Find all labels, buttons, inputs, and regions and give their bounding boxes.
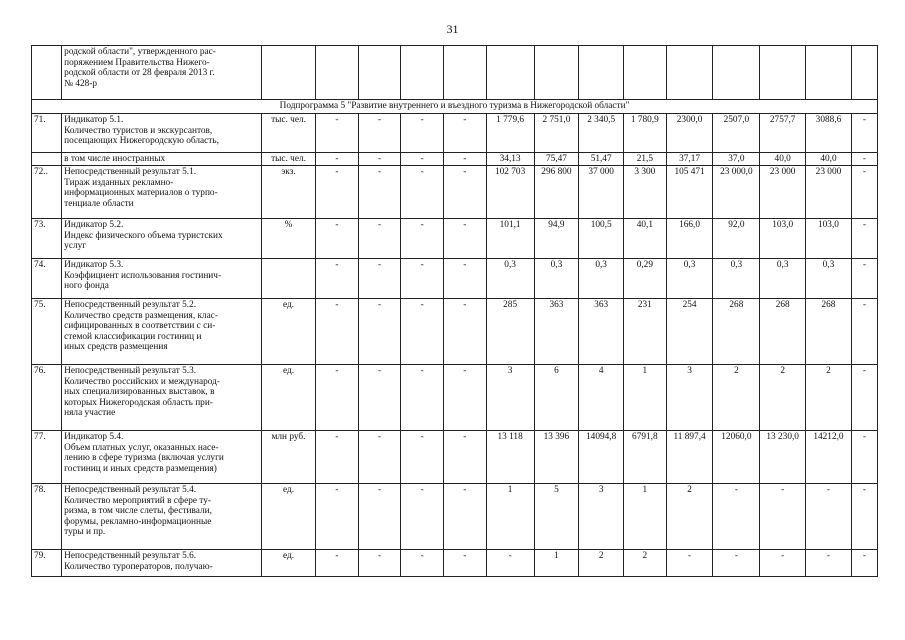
value-cell: 94,9	[534, 219, 579, 259]
value-cell: -	[444, 153, 487, 166]
value-cell: 1	[534, 550, 579, 577]
unit-cell	[261, 259, 315, 299]
value-cell: -	[401, 219, 444, 259]
description-line: форумы, рекламно-информационные	[64, 516, 212, 527]
description-line: Количество туристов и экскурсантов,	[64, 125, 213, 136]
unit-cell: ед.	[261, 484, 315, 550]
indicator-description	[62, 299, 262, 365]
value-cell: 13 396	[534, 431, 579, 484]
value-cell: 0,3	[806, 259, 852, 299]
indicator-description	[62, 484, 262, 550]
value-cell: -	[851, 431, 877, 484]
description-line: Индикатор 5.4.	[64, 432, 124, 442]
value-cell: 285	[486, 299, 534, 365]
description-line: тенциале области	[64, 198, 134, 209]
indicator-description	[62, 219, 262, 259]
indicator-description	[62, 166, 262, 219]
description-line: стемой классификации гостиниц и	[64, 331, 202, 342]
value-cell: 37,17	[666, 153, 713, 166]
value-cell: 231	[624, 299, 667, 365]
value-cell: 11 897,4	[666, 431, 713, 484]
description-line: Индикатор 5.3.	[64, 260, 124, 270]
unit-cell: млн руб.	[261, 431, 315, 484]
unit-cell: ед.	[261, 550, 315, 577]
row-number: 74.	[32, 259, 62, 299]
value-cell: 5	[534, 484, 579, 550]
value-cell: 13 118	[486, 431, 534, 484]
value-cell: 166,0	[666, 219, 713, 259]
value-cell: 51,47	[579, 153, 624, 166]
value-cell: 6	[534, 365, 579, 431]
unit-cell: тыс. чел.	[261, 153, 315, 166]
value-cell: -	[444, 550, 487, 577]
value-cell: 37 000	[579, 166, 624, 219]
value-cell: -	[401, 153, 444, 166]
value-cell: -	[444, 484, 487, 550]
value-cell: -	[401, 166, 444, 219]
value-cell: -	[401, 431, 444, 484]
value-cell: 0,3	[579, 259, 624, 299]
value-cell: -	[444, 299, 487, 365]
value-cell: -	[760, 550, 806, 577]
indicator-description	[62, 259, 262, 299]
unit-cell: ед.	[261, 299, 315, 365]
value-cell: -	[851, 299, 877, 365]
value-cell: 2	[760, 365, 806, 431]
table-row	[32, 365, 878, 431]
value-cell: 363	[534, 299, 579, 365]
value-cell: 1 779,6	[486, 114, 534, 153]
value-cell: 2 340,5	[579, 114, 624, 153]
table-row	[32, 299, 878, 365]
unit-cell: тыс. чел.	[261, 114, 315, 153]
subprogram-title: Подпрограмма 5 "Развитие внутреннего и въездного туризма в Нижегородской области"	[32, 100, 878, 114]
value-cell: 40,0	[806, 153, 852, 166]
row-number: 73.	[32, 219, 62, 259]
value-cell: 2	[713, 365, 760, 431]
description-line: которых Нижегородская область при-	[64, 397, 213, 408]
value-cell: 1	[624, 484, 667, 550]
value-cell: -	[316, 114, 359, 153]
row-number-cell	[32, 46, 62, 100]
value-cell: -	[316, 299, 359, 365]
value-cell: -	[358, 550, 401, 577]
value-cell: -	[401, 114, 444, 153]
value-cell: 254	[666, 299, 713, 365]
value-cell: 3 300	[624, 166, 667, 219]
value-cell: -	[401, 365, 444, 431]
value-cell: -	[401, 299, 444, 365]
value-cell: -	[851, 259, 877, 299]
value-cell: -	[316, 153, 359, 166]
value-cell: 2 751,0	[534, 114, 579, 153]
value-cell: -	[806, 550, 852, 577]
value-cell: -	[358, 166, 401, 219]
value-cell: 75,47	[534, 153, 579, 166]
indicator-description	[62, 114, 262, 153]
description-line: иных средств размещения	[64, 342, 168, 353]
table-row	[32, 484, 878, 550]
description-line: ризма, в том числе слеты, фестивали,	[64, 506, 212, 517]
value-cell: -	[851, 166, 877, 219]
value-cell: -	[358, 431, 401, 484]
value-cell: 21,5	[624, 153, 667, 166]
description-line: Индекс физического объема туристских	[64, 230, 223, 241]
row-number: 75.	[32, 299, 62, 365]
table-row	[32, 153, 878, 166]
value-cell: 3	[486, 365, 534, 431]
value-cell: -	[851, 219, 877, 259]
page-number: 31	[446, 22, 459, 36]
value-cell: -	[713, 484, 760, 550]
table-row	[32, 550, 878, 577]
row-number: 71.	[32, 114, 62, 153]
value-cell: 102 703	[486, 166, 534, 219]
value-cell: 1	[624, 365, 667, 431]
value-cell: 268	[806, 299, 852, 365]
row-number: 78.	[32, 484, 62, 550]
description-line: Индикатор 5.1.	[64, 115, 124, 125]
subprogram-header-row	[32, 100, 878, 114]
value-cell: 23 000	[806, 166, 852, 219]
value-cell: -	[358, 153, 401, 166]
unit-cell: %	[261, 219, 315, 259]
description-line: Количество туроператоров, получаю-	[64, 561, 213, 572]
value-cell: 92,0	[713, 219, 760, 259]
value-cell: -	[666, 550, 713, 577]
value-cell: 100,5	[579, 219, 624, 259]
description-line: гостиниц и иных средств размещения)	[64, 463, 217, 474]
value-cell: 40,1	[624, 219, 667, 259]
unit-cell: экз.	[261, 166, 315, 219]
value-cell: 14094,8	[579, 431, 624, 484]
value-cell: -	[486, 550, 534, 577]
value-cell: 2	[624, 550, 667, 577]
value-cell: -	[851, 153, 877, 166]
table-row-continuation	[32, 46, 878, 100]
value-cell: -	[401, 259, 444, 299]
value-cell: -	[851, 484, 877, 550]
value-cell: 0,3	[486, 259, 534, 299]
value-cell: 4	[579, 365, 624, 431]
value-cell: 0,3	[713, 259, 760, 299]
indicator-description	[62, 153, 262, 166]
value-cell: -	[851, 550, 877, 577]
value-cell: -	[358, 259, 401, 299]
value-cell: 101,1	[486, 219, 534, 259]
value-cell: 0,3	[760, 259, 806, 299]
value-cell: 2	[806, 365, 852, 431]
description-line: Тираж изданных рекламно-	[64, 177, 174, 188]
value-cell: -	[316, 219, 359, 259]
row-number: 79.	[32, 550, 62, 577]
value-cell: 0,3	[534, 259, 579, 299]
description-line: туры и пр.	[64, 527, 106, 538]
value-cell: -	[358, 365, 401, 431]
description-line: ных специализированных выставок, в	[64, 387, 215, 398]
description-line: Непосредственный результат 5.4.	[64, 485, 197, 495]
value-cell: 37,0	[713, 153, 760, 166]
description-line: услуг	[64, 241, 87, 252]
value-cell: 103,0	[806, 219, 852, 259]
value-cell: -	[358, 484, 401, 550]
row-number: 76.	[32, 365, 62, 431]
table-row	[32, 114, 878, 153]
value-cell: 2	[579, 550, 624, 577]
row-number	[32, 153, 62, 166]
description-line: Количество мероприятий в сфере ту-	[64, 495, 211, 506]
value-cell: -	[444, 431, 487, 484]
indicator-description	[62, 550, 262, 577]
value-cell: 6791,8	[624, 431, 667, 484]
value-cell: 23 000	[760, 166, 806, 219]
value-cell: -	[851, 365, 877, 431]
value-cell: -	[316, 484, 359, 550]
value-cell: 1	[486, 484, 534, 550]
value-cell: 1 780,9	[624, 114, 667, 153]
value-cell: 23 000,0	[713, 166, 760, 219]
value-cell: 0,3	[666, 259, 713, 299]
value-cell: 363	[579, 299, 624, 365]
value-cell: -	[316, 365, 359, 431]
indicator-description	[62, 365, 262, 431]
value-cell: 3	[579, 484, 624, 550]
description-line: Коэффициент использования гостинич-	[64, 270, 222, 281]
value-cell: 268	[760, 299, 806, 365]
continuation-description: родской области", утвержденного рас- поряжением Правительства Нижего- родской области от 28 февраля 2013 г. № 428-р	[62, 46, 262, 100]
value-cell: -	[444, 114, 487, 153]
description-line: информационных материалов о турпо-	[64, 188, 218, 199]
value-cell: -	[358, 114, 401, 153]
description-line: няла участие	[64, 408, 116, 419]
value-cell: 3	[666, 365, 713, 431]
description-line: посещающих Нижегородскую область,	[64, 136, 219, 147]
value-cell: 40,0	[760, 153, 806, 166]
unit-cell: ед.	[261, 365, 315, 431]
value-cell: 2507,0	[713, 114, 760, 153]
value-cell: -	[444, 219, 487, 259]
table-row	[32, 259, 878, 299]
value-cell: 2757,7	[760, 114, 806, 153]
value-cell: 2	[666, 484, 713, 550]
value-cell: 34,13	[486, 153, 534, 166]
value-cell: -	[401, 484, 444, 550]
indicator-description	[62, 431, 262, 484]
value-cell: -	[316, 259, 359, 299]
value-cell: -	[851, 114, 877, 153]
value-cell: -	[316, 166, 359, 219]
description-line: Количество российских и международ-	[64, 376, 220, 387]
value-cell: 268	[713, 299, 760, 365]
value-cell: -	[316, 550, 359, 577]
description-line: Индикатор 5.2.	[64, 220, 124, 230]
table-row	[32, 219, 878, 259]
value-cell: 103,0	[760, 219, 806, 259]
value-cell: 3088,6	[806, 114, 852, 153]
value-cell: 12060,0	[713, 431, 760, 484]
value-cell: -	[806, 484, 852, 550]
value-cell: 13 230,0	[760, 431, 806, 484]
value-cell: -	[358, 299, 401, 365]
description-line: сифицированных в соответствии с си-	[64, 321, 216, 332]
description-line: Объем платных услуг, оказанных насе-	[64, 442, 219, 453]
row-number: 77.	[32, 431, 62, 484]
table-row	[32, 166, 878, 219]
value-cell: -	[316, 431, 359, 484]
value-cell: -	[358, 219, 401, 259]
value-cell: -	[713, 550, 760, 577]
description-line: Непосредственный результат 5.3.	[64, 366, 197, 376]
value-cell: 0,29	[624, 259, 667, 299]
value-cell: -	[444, 365, 487, 431]
description-line: Непосредственный результат 5.2.	[64, 300, 197, 310]
description-line: Количество средств размещения, клас-	[64, 310, 218, 321]
value-cell: -	[401, 550, 444, 577]
description-line: Непосредственный результат 5.6.	[64, 551, 197, 561]
value-cell: -	[444, 259, 487, 299]
description-line: ного фонда	[64, 281, 109, 292]
table-row	[32, 431, 878, 484]
value-cell: 2300,0	[666, 114, 713, 153]
value-cell: -	[444, 166, 487, 219]
value-cell: 105 471	[666, 166, 713, 219]
value-cell: -	[760, 484, 806, 550]
row-number: 72..	[32, 166, 62, 219]
indicators-table	[31, 45, 878, 577]
description-line: лению в сфере туризма (включая услуги	[64, 453, 224, 464]
value-cell: 296 800	[534, 166, 579, 219]
value-cell: 14212,0	[806, 431, 852, 484]
description-line: Непосредственный результат 5.1.	[64, 167, 197, 177]
description-line: в том числе иностранных	[64, 154, 166, 164]
